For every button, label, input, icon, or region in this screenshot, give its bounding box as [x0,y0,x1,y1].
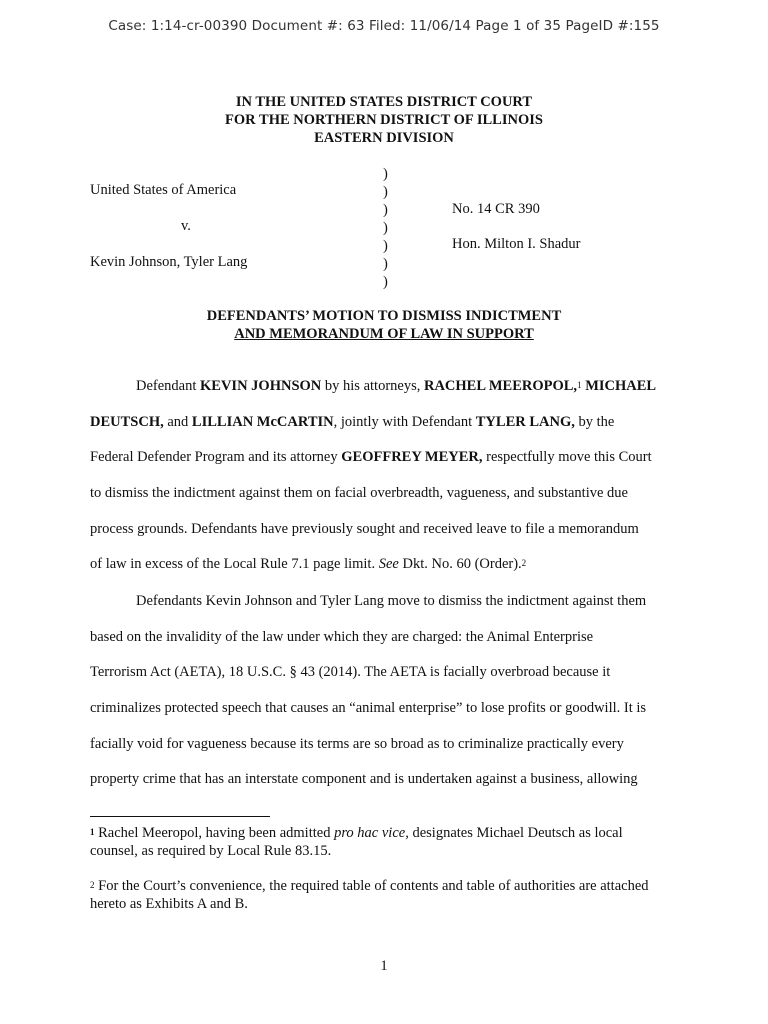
footnote-1: $^1$ Rachel Meeropol, having been admitted pro hac vice, designates Michael Deutsch as local counsel, as required by Local Rule 83.15. [90,825,623,859]
footnote-ref-1: 1 [577,380,582,390]
paragraph-2-line: criminalizes protected speech that causes an “animal enterprise” to lose profits or goodwill. It is [90,700,647,717]
paragraph-2 [90,584,678,798]
paragraph-1-line: Defendant KEVIN JOHNSON by his attorneys, RACHEL MEEROPOL,$^1$ MICHAEL [136,378,657,394]
paragraph-1-line: Federal Defender Program and its attorney GEOFFREY MEYER, respectfully move this Court [90,449,652,466]
motion-title-line-1: DEFENDANTS’ MOTION TO DISMISS INDICTMENT [206,308,562,324]
paragraph-2-line: Defendants Kevin Johnson and Tyler Lang move to dismiss the indictment against them [136,593,647,609]
footnote-divider [90,816,270,817]
paragraph-1 [90,369,678,583]
motion-title-line-2: AND MEMORANDUM OF LAW IN SUPPORT [234,326,534,342]
footnote-2: $^2$ For the Court’s convenience, the required table of contents and table of authorities are attached hereto as Exhibits A and B. [90,878,649,912]
paragraph-2-line: Terrorism Act (AETA), 18 U.S.C. § 43 (2014). The AETA is facially overbroad because it [90,664,611,681]
paragraph-1-line: to dismiss the indictment against them on facial overbreadth, vagueness, and substantive due [90,485,628,502]
page-number: 1 [380,958,388,974]
paragraph-2-line: based on the invalidity of the law under which they are charged: the Animal Enterprise [90,628,594,645]
court-line-3: EASTERN DIVISION [314,130,454,146]
plaintiff-name: United States of America [90,182,237,198]
case-number: No. 14 CR 390 [452,201,540,217]
paragraph-1-line: of law in excess of the Local Rule 7.1 page limit. See Dkt. No. 60 (Order).$^2$ [90,556,527,573]
defendants-names: Kevin Johnson, Tyler Lang [90,254,248,270]
court-heading [0,93,768,147]
paragraph-2-line: property crime that has an interstate component and is undertaken against a business, allowing [90,771,638,788]
footnote-ref-2: 2 [521,558,527,569]
judge-name: Hon. Milton I. Shadur [452,236,581,252]
paragraph-1-line: DEUTSCH, and LILLIAN McCARTIN, jointly with Defendant TYLER LANG, by the [90,413,615,430]
case-header-stamp: Case: 1:14-cr-00390 Document #: 63 Filed: 11/06/14 Page 1 of 35 PageID #:155 [108,18,660,34]
court-line-2: FOR THE NORTHERN DISTRICT OF ILLINOIS [225,112,543,128]
versus-label: v. [181,218,191,234]
paragraph-1-line: process grounds. Defendants have previously sought and received leave to file a memorandum [90,520,639,537]
motion-title [0,307,768,343]
court-line-1: IN THE UNITED STATES DISTRICT COURT [235,94,533,110]
paragraph-2-line: facially void for vagueness because its terms are so broad as to criminalize practically every [90,735,624,752]
caption-parentheses: ) ) ) ) ) ) ) [383,166,388,290]
